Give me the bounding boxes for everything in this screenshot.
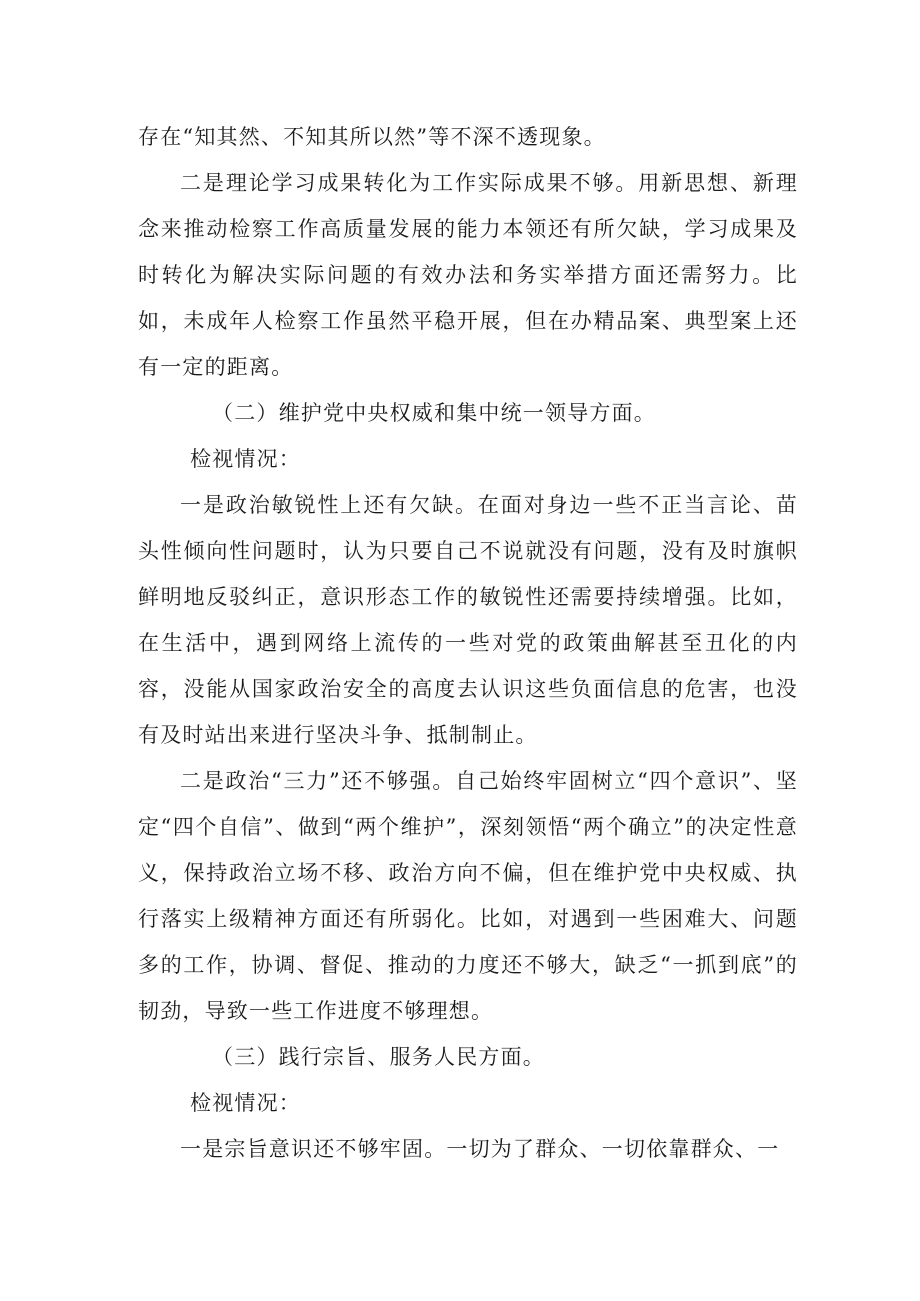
section-heading-3: （三）践行宗旨、服务人民方面。 [212, 1045, 545, 1069]
review-label-1: 检视情况： [190, 447, 301, 471]
paragraph-political-power: 二是政治“三力”还不够强。自己始终牢固树立“四个意识”、坚定“四个自信”、做到“两个维护”，深刻领悟“两个确立”的决定性意义，保持政治立场不移、政治方向不偏，但在维护党中央权威、执行落实上级精神方面还有所弱化。比如，对遇到一些困难大、问题多的工作，协调、督促、推动的力度还不够大，缺乏“一抓到底”的韧劲，导致一些工作进度不够理想。 [138, 769, 798, 1023]
review-label-2: 检视情况： [190, 1091, 301, 1115]
section-heading-2: （二）维护党中央权威和集中统一领导方面。 [212, 401, 656, 425]
paragraph-theory-study: 二是理论学习成果转化为工作实际成果不够。用新思想、新理念来推动检察工作高质量发展的能力本领还有所欠缺，学习成果及时转化为解决实际问题的有效办法和务实举措方面还需努力。比如，未成年人检察工作虽然平稳开展，但在办精品案、典型案上还有一定的距离。 [138, 171, 798, 379]
paragraph-political-sensitivity: 一是政治敏锐性上还有欠缺。在面对身边一些不正当言论、苗头性倾向性问题时，认为只要自己不说就没有问题，没有及时旗帜鲜明地反驳纠正，意识形态工作的敏锐性还需要持续增强。比如，在生活中，遇到网络上流传的一些对党的政策曲解甚至丑化的内容，没能从国家政治安全的高度去认识这些负面信息的危害，也没有及时站出来进行坚决斗争、抵制制止。 [138, 493, 798, 747]
paragraph-purpose-awareness: 一是宗旨意识还不够牢固。一切为了群众、一切依靠群众、一 [180, 1137, 780, 1161]
paragraph-continuation: 存在“知其然、不知其所以然”等不深不透现象。 [138, 125, 606, 149]
